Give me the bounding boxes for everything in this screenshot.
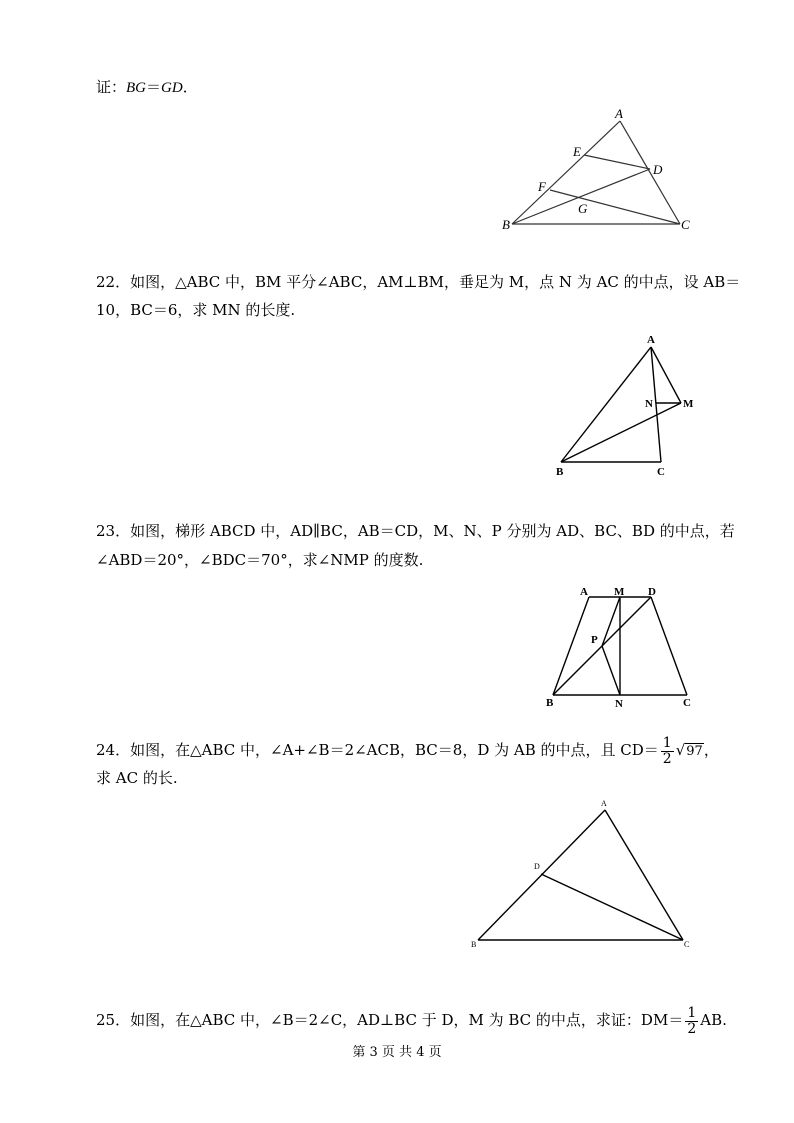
problem-23-line-1: 23．如图，梯形 ABCD 中，AD∥BC，AB＝CD，M、N、P 分别为 AD、BC、BD 的中点，若	[96, 522, 735, 540]
problem-25-end: AB.	[700, 1011, 727, 1029]
fig23-segment-pn	[602, 646, 620, 695]
fig23-label-n: N	[615, 698, 623, 710]
problem-24-text: 24．如图，在△ABC 中，∠A+∠B＝2∠ACB，BC＝8，D 为 AB 的中点，且 CD＝	[96, 741, 659, 759]
fig24-label-a: A	[601, 799, 607, 808]
fraction-denominator: 2	[687, 1020, 697, 1037]
fig22-label-m: M	[683, 398, 694, 410]
figure-24	[478, 810, 683, 940]
fig21-label-c: C	[681, 217, 690, 232]
fig21-segment-ed	[584, 155, 650, 169]
fig22-label-c: C	[657, 466, 665, 478]
fig23-label-b: B	[546, 697, 554, 709]
fig21-label-b: B	[502, 217, 510, 232]
radicand: 97	[686, 744, 703, 759]
problem-24-line-2: 求 AC 的长.	[96, 769, 178, 787]
figure-22	[561, 347, 681, 462]
fraction-one-half	[661, 736, 674, 767]
fig22-side-ab	[561, 347, 651, 462]
fig23-label-m: M	[614, 586, 625, 598]
fig21-side-ab	[512, 121, 620, 224]
fig21-label-a: A	[615, 106, 623, 121]
fig24-segment-cd	[541, 874, 683, 940]
fig24-label-b: B	[471, 940, 477, 949]
segment-gd: GD	[161, 80, 183, 96]
fig24-label-c: C	[684, 940, 690, 949]
fig23-side-ab	[553, 597, 589, 695]
fraction-one-half	[685, 1006, 698, 1037]
fig22-segment-bm	[561, 403, 681, 462]
sqrt-icon: √	[675, 741, 686, 759]
fig21-label-e: E	[573, 144, 581, 159]
page-footer: 第 3 页 共 4 页	[352, 1045, 442, 1060]
problem-25-text: 25．如图，在△ABC 中，∠B＝2∠C，AD⊥BC 于 D，M 为 BC 的中点，求证：DM＝	[96, 1011, 684, 1029]
fig23-segment-mp	[602, 597, 620, 646]
fig21-label-f: F	[538, 179, 546, 194]
fig24-label-d: D	[534, 862, 540, 871]
fig23-side-cd	[651, 597, 687, 695]
problem-23-line-2: ∠ABD＝20°，∠BDC＝70°，求∠NMP 的度数.	[96, 551, 424, 569]
fraction-numerator: 1	[687, 1004, 697, 1021]
fig23-label-d: D	[648, 586, 656, 598]
fraction-denominator: 2	[662, 750, 672, 767]
period: ．	[182, 78, 198, 96]
fig23-label-p: P	[591, 634, 598, 646]
fig21-side-ac	[620, 121, 680, 224]
fraction-numerator: 1	[662, 734, 672, 751]
fig22-label-n: N	[645, 398, 653, 410]
problem-22-line-1: 22．如图，△ABC 中，BM 平分∠ABC，AM⊥BM，垂足为 M，点 N 为 AC 的中点，设 AB＝	[96, 273, 741, 291]
fig21-label-g: G	[578, 201, 588, 216]
segment-bg: BG	[126, 80, 147, 96]
fig23-label-c: C	[683, 697, 691, 709]
fig23-label-a: A	[580, 586, 588, 598]
problem-24-comma: ，	[703, 741, 719, 759]
problem-24-line-1	[96, 735, 719, 767]
problem-25-line	[96, 1005, 727, 1037]
fig24-side-ac	[605, 810, 683, 940]
fig21-label-d: D	[653, 162, 663, 177]
fig21-segment-fc	[550, 190, 680, 224]
figure-23	[553, 597, 687, 695]
problem-22-line-2: 10，BC＝6，求 MN 的长度.	[96, 301, 296, 319]
prove-prefix: 证：	[96, 78, 127, 96]
fig22-label-b: B	[556, 466, 564, 478]
equals-sign: ＝	[146, 78, 162, 96]
fig22-label-a: A	[647, 334, 655, 346]
